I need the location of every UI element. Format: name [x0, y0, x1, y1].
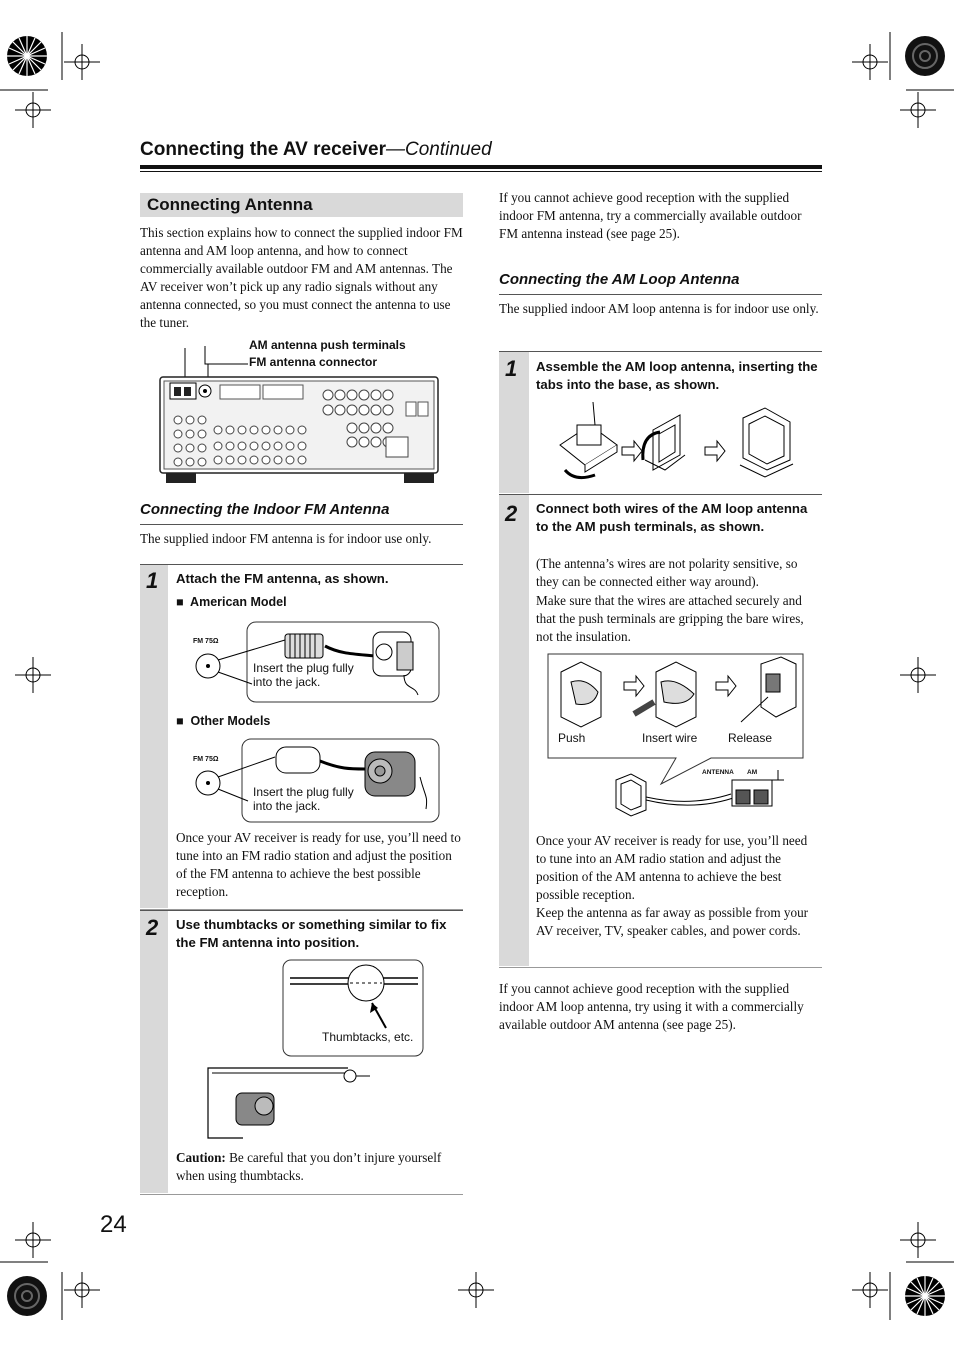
antenna-intro: This section explains how to connect the supplied indoor FM antenna and AM loop antenna, and how to connect commercially available outdoor FM and AM antennas. The AV receiver won’t pick up any radio signals without any antenna connected, so you must connect the antenna to use the tuner. — [140, 225, 463, 330]
fm-step-2-number-column — [140, 911, 168, 1193]
am-placement-note: Keep the antenna as far away as possible from your AV receiver, TV, speaker cables, and power cords. — [536, 905, 809, 938]
am-title-rule — [499, 294, 822, 295]
fm-step-2-heading: Use thumbtacks or something similar to fix the FM antenna into position. — [176, 917, 447, 950]
am-terminals-label: AM antenna push terminals — [249, 338, 406, 352]
caution-note — [176, 1149, 461, 1185]
fm-step-1-number-column — [140, 565, 168, 908]
release-label: Release — [728, 731, 773, 745]
square-bullet-icon: ■ — [176, 595, 184, 609]
insert-wire-label: Insert wire — [642, 731, 698, 745]
section-title: Connecting Antenna — [147, 195, 313, 214]
header-title: Connecting the AV receiver — [140, 139, 387, 160]
fm-step-1-heading: Attach the FM antenna, as shown. — [176, 571, 389, 586]
am-polarity-note: (The antenna’s wires are not polarity sensitive, so they can be connected either way around). — [536, 556, 798, 589]
am-terminal-label: AM — [747, 769, 758, 776]
square-bullet-icon: ■ — [176, 714, 184, 728]
am-step-2-number-column — [499, 495, 529, 966]
header-rule — [140, 165, 822, 169]
caution-text: Be careful that you don’t injure yourself when using thumbtacks. — [176, 1150, 442, 1183]
other-models-heading: ■ Other Models — [176, 714, 271, 728]
am-step-1-number: 1 — [505, 356, 518, 381]
am-intro: The supplied indoor AM loop antenna is for indoor use only. — [499, 301, 819, 316]
fm-tuning-note: Once your AV receiver is ready for use, you’ll need to tune into an FM radio station and adjust the position of the FM antenna to achieve the best possible reception. — [176, 830, 461, 899]
page-number: 24 — [100, 1211, 127, 1238]
thumbtacks-label: Thumbtacks, etc. — [322, 1030, 414, 1044]
page-header — [140, 139, 492, 161]
antenna-terminal-label: ANTENNA — [702, 769, 734, 776]
header-rule-thin — [140, 171, 822, 172]
fm-title-rule — [140, 524, 463, 525]
am-secure-note: Make sure that the wires are attached securely and that the push terminals are gripping the bare wires, not the insulation. — [536, 593, 804, 644]
fm-step-1-number: 1 — [146, 568, 159, 593]
am-loop-assembly-diagram — [555, 400, 800, 485]
caution-label: Caution: — [176, 1150, 226, 1165]
american-model-heading: ■ American Model — [176, 595, 287, 609]
am-step-1-heading: Assemble the AM loop antenna, inserting the tabs into the base, as shown. — [536, 359, 818, 392]
insert-note-other: Insert the plug fully into the jack. — [253, 785, 354, 813]
outdoor-fm-note: If you cannot achieve good reception with the supplied indoor FM antenna, try a commercially available outdoor FM antenna instead (see page 25). — [499, 190, 802, 241]
fm-jack-label-other: FM 75Ω — [193, 756, 219, 763]
am-section-title: Connecting the AM Loop Antenna — [499, 271, 740, 288]
outdoor-am-note: If you cannot achieve good reception with the supplied indoor AM loop antenna, try using it with a commercially available outdoor AM antenna (see page 25). — [499, 981, 804, 1032]
fm-step-2-number: 2 — [146, 915, 159, 940]
fm-jack-label-american: FM 75Ω — [193, 638, 219, 645]
am-step-2-number: 2 — [505, 501, 518, 526]
receiver-rear-panel — [158, 340, 443, 490]
am-tuning-note: Once your AV receiver is ready for use, you’ll need to tune into an AM radio station and adjust the position of the AM antenna to achieve the best possible reception. — [536, 833, 808, 902]
thumbtack-diagram — [198, 958, 428, 1143]
am-step-2-heading: Connect both wires of the AM loop antenna to the AM push terminals, as shown. — [536, 501, 808, 534]
insert-note-american: Insert the plug fully into the jack. — [253, 661, 354, 689]
push-label: Push — [558, 731, 586, 745]
fm-section-title: Connecting the Indoor FM Antenna — [140, 501, 390, 518]
fm-connector-label: FM antenna connector — [249, 355, 378, 369]
header-continued: —Continued — [386, 139, 492, 160]
fm-intro: The supplied indoor FM antenna is for indoor use only. — [140, 531, 432, 546]
